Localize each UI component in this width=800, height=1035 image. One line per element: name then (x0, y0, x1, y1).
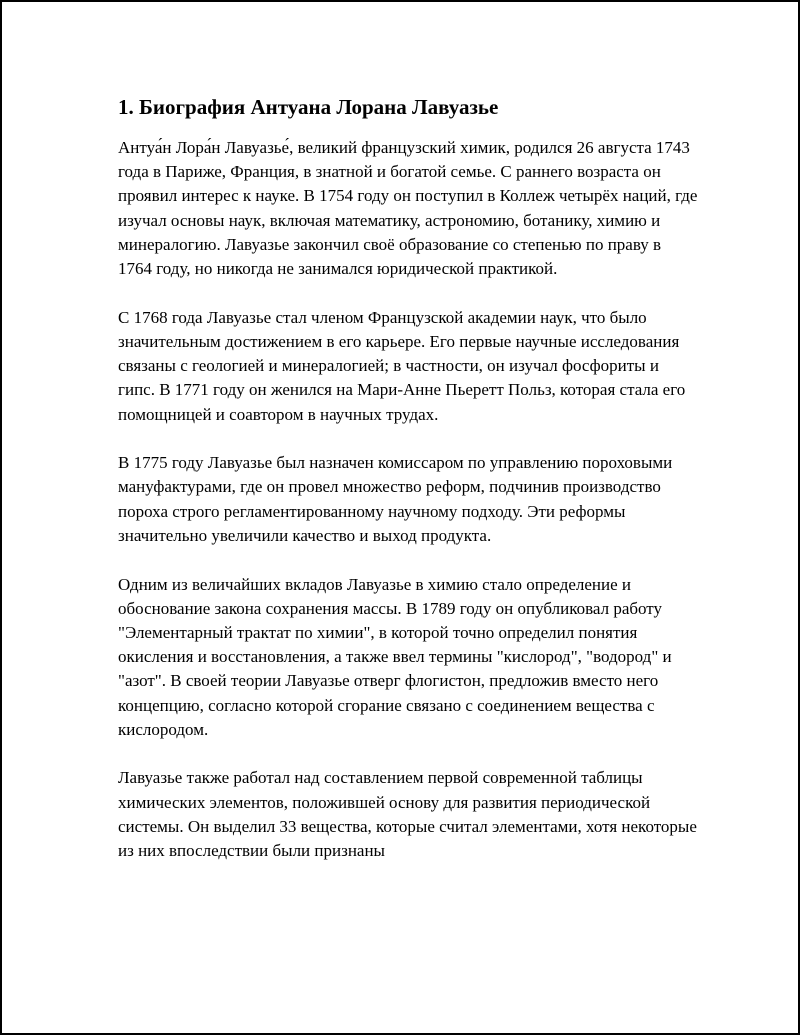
paragraph-conservation-of-mass: Одним из величайших вкладов Лавуазье в химию стало определение и обоснование закона сохранения массы. В 1789 году он опубликовал работу "Элементарный трактат по химии", в которой точно определил понятия окисления и восстановления, а также ввел термины "кислород", "водород" и "азот". В своей теории Лавуазье отверг флогистон, предложив вместо него концепцию, согласно которой сгорание связано с соединением вещества с кислородом. (118, 574, 672, 739)
paragraph-academy-membership: С 1768 года Лавуазье стал членом Французской академии наук, что было значительным достижением в его карьере. Его первые научные исследования связаны с геологией и минералогией; в частности, он изучал фосфориты и гипс. В 1771 году он женился на Мари-Анне Пьеретт Польз, которая стала его помощницей и соавтором в научных трудах. (118, 307, 686, 424)
paragraph-biography-early-life: Антуа́н Лора́н Лавуазье́, великий французский химик, родился 26 августа 1743 года в Париже, Франция, в знатной и богатой семье. С раннего возраста он проявил интерес к науке. В 1754 году он поступил в Коллеж четырёх наций, где изучал основы наук, включая математику, астрономию, ботанику, химию и минералогию. Лавуазье закончил своё образование со степенью по праву в 1764 году, но никогда не занимался юридической практикой. (118, 138, 698, 279)
document-body (118, 92, 698, 888)
paragraph-elements-table: Лавуазье также работал над составлением первой современной таблицы химических элементов, положившей основу для развития периодической системы. Он выделил 33 вещества, которые считал элементами, хотя некоторые из них впоследствии были признаны (118, 768, 697, 861)
paragraph-gunpowder-commission: В 1775 году Лавуазье был назначен комиссаром по управлению пороховыми мануфактурами, где он провел множество реформ, подчинив производство пороха строго регламентированному научному подходу. Эти реформы значительно увеличили качество и выход продукта. (118, 453, 673, 545)
section-heading: 1. Биография Антуана Лорана Лавуазье (118, 95, 499, 119)
